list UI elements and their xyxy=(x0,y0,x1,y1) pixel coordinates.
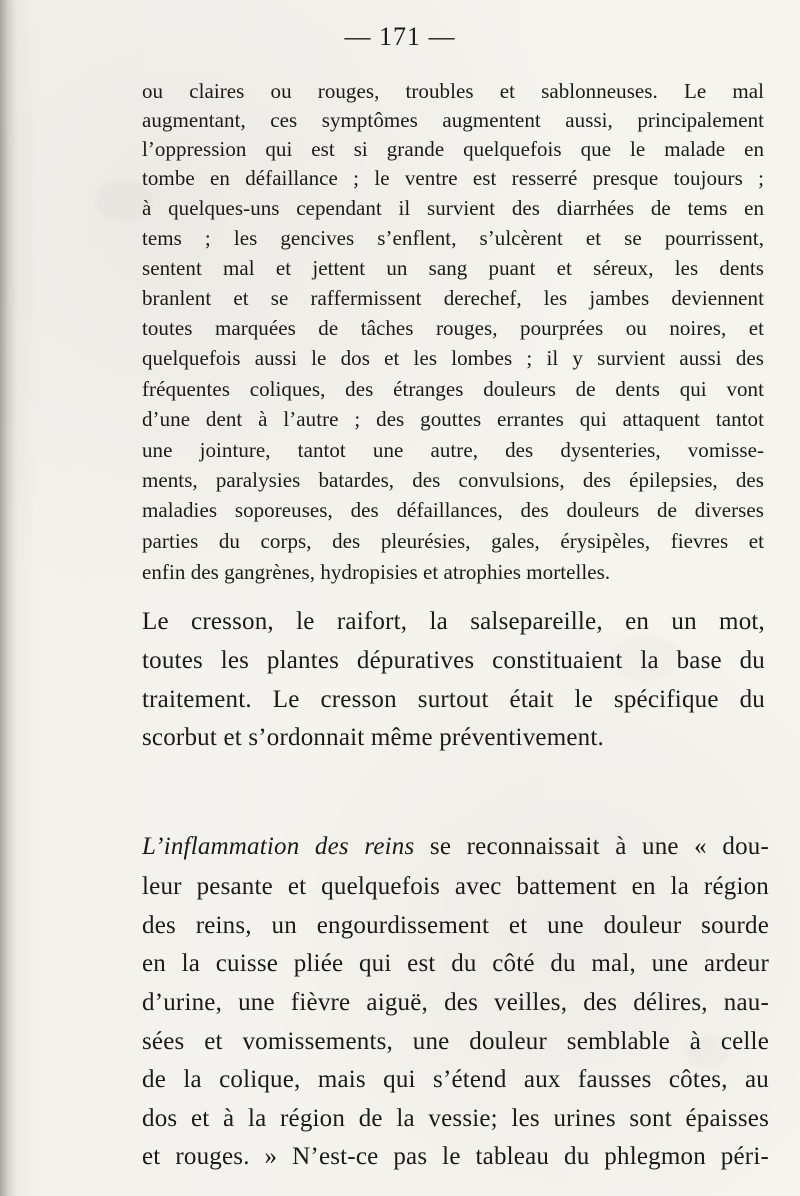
paragraph-1-line-16: parties du corps, des pleurésies, gales, érysipèles, fievres et xyxy=(142,529,764,553)
paragraph-3-line-8: dos et à la région de la vessie; les urines sont épaisses xyxy=(142,1105,769,1132)
paragraph-1-line-12: d’une dent à l’autre ; des gouttes errantes qui attaquent tantot xyxy=(142,407,764,431)
paragraph-1-line-3: l’oppression qui est si grande quelquefois que le malade en xyxy=(142,137,764,161)
page-number: — 171 — xyxy=(344,22,456,51)
paragraph-3-line-4: en la cuisse pliée qui est du côté du mal, une ardeur xyxy=(142,950,769,977)
paragraph-1-line-6: tems ; les gencives s’enflent, s’ulcèrent et se pourrissent, xyxy=(142,226,764,250)
paragraph-1-line-13: une jointure, tantot une autre, des dysenteries, vomisse- xyxy=(142,438,764,462)
paragraph-3-line-1 xyxy=(142,831,769,862)
paragraph-3-line-6: sées et vomissements, une douleur semblable à celle xyxy=(142,1028,769,1055)
paragraph-1-line-10: quelquefois aussi le dos et les lombes ; il y survient aussi des xyxy=(142,346,764,370)
paragraph-1-line-15: maladies soporeuses, des défaillances, des douleurs de diverses xyxy=(142,498,764,522)
paragraph-1-line-8: branlent et se raffermissent derechef, les jambes deviennent xyxy=(142,286,764,310)
paragraph-1-line-7: sentent mal et jettent un sang puant et séreux, les dents xyxy=(142,256,764,280)
paragraph-2-line-4: scorbut et s’ordonnait même préventivement. xyxy=(142,724,604,751)
italic-heading-inflammation-des-reins: L’inflammation des reins xyxy=(142,833,415,860)
paragraph-1-line-17: enfin des gangrènes, hydropisies et atrophies mortelles. xyxy=(142,560,611,584)
paragraph-2-line-3: traitement. Le cresson surtout était le spécifique du xyxy=(142,686,765,713)
paragraph-1-line-5: à quelques-uns cependant il survient des diarrhées de tems en xyxy=(142,196,764,220)
paragraph-1-line-1: ou claires ou rouges, troubles et sablonneuses. Le mal xyxy=(142,79,764,103)
page-binding-shadow xyxy=(0,0,18,1196)
paragraph-3-line-2: leur pesante et quelquefois avec battement en la région xyxy=(142,873,769,900)
paragraph-1-line-14: ments, paralysies batardes, des convulsions, des épilepsies, des xyxy=(142,468,764,492)
paragraph-1-line-9: toutes marquées de tâches rouges, pourprées ou noires, et xyxy=(142,316,764,340)
paragraph-2-line-1: Le cresson, le raifort, la salsepareille, en un mot, xyxy=(142,608,765,635)
paragraph-3-line-9: et rouges. » N’est-ce pas le tableau du phlegmon péri- xyxy=(142,1143,769,1170)
paragraph-1-line-2: augmentant, ces symptômes augmentent aussi, principalement xyxy=(142,108,764,132)
paragraph-3-line-5: d’urine, une fièvre aiguë, des veilles, des délires, nau- xyxy=(142,989,769,1016)
paragraph-3-line-7: de la colique, mais qui s’étend aux fausses côtes, au xyxy=(142,1066,769,1093)
paragraph-1-line-4: tombe en défaillance ; le ventre est resserré presque toujours ; xyxy=(142,166,764,190)
paragraph-3-line-1-text: se reconnaissait à une « dou- xyxy=(414,833,769,860)
paragraph-2-line-2: toutes les plantes dépuratives constituaient la base du xyxy=(142,647,765,674)
paragraph-1-line-11: fréquentes coliques, des étranges douleurs de dents qui vont xyxy=(142,377,764,401)
paragraph-3-line-3: des reins, un engourdissement et une douleur sourde xyxy=(142,912,769,939)
